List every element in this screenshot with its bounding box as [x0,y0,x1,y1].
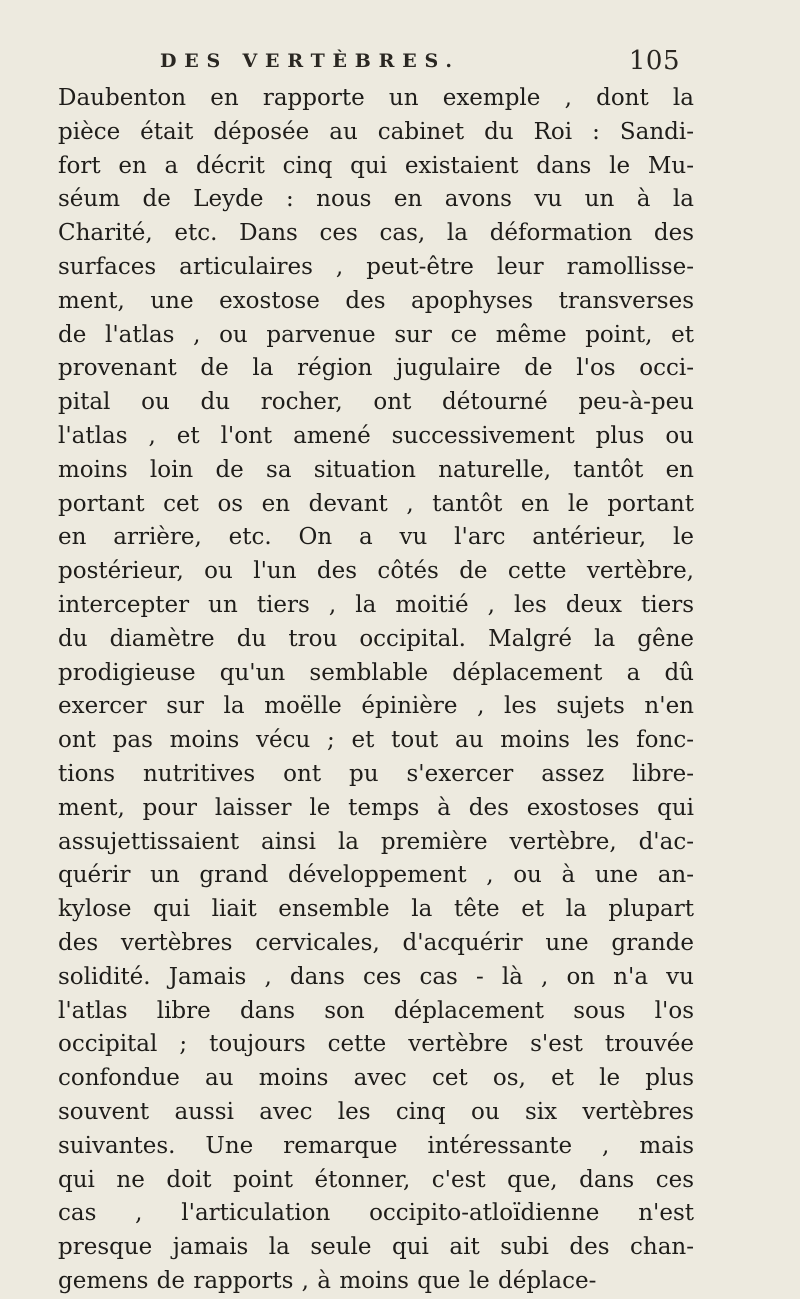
text-line: exercer sur la moëlle épinière , les sujets n'en [58,693,694,720]
text-line: en arrière, etc. On a vu l'arc antérieur, le [58,524,694,551]
body-paragraph [58,82,694,1299]
text-line: ment, pour laisser le temps à des exostoses qui [58,794,694,821]
text-line: assujettissaient ainsi la première vertèbre, d'ac- [58,828,694,855]
text-line: portant cet os en devant , tantôt en le portant [58,490,694,517]
text-line: prodigieuse qu'un semblable déplacement a dû [58,659,694,686]
text-line: occipital ; toujours cette vertèbre s'est trouvée [58,1031,694,1058]
running-title: DES VERTÈBRES. [160,50,460,72]
text-line: séum de Leyde : nous en avons vu un à la [58,186,694,213]
text-line: intercepter un tiers , la moitié , les deux tiers [58,591,694,618]
text-line: pital ou du rocher, ont détourné peu-à-peu [58,389,694,416]
text-line: des vertèbres cervicales, d'acquérir une grande [58,929,694,956]
text-line: surfaces articulaires , peut-être leur ramollisse- [58,253,694,280]
text-line: provenant de la région jugulaire de l'os occi- [58,355,694,382]
page-number: 105 [628,46,680,76]
text-line: l'atlas , et l'ont amené successivement plus ou [58,422,694,449]
text-line: postérieur, ou l'un des côtés de cette vertèbre, [58,558,694,585]
text-line: pièce était déposée au cabinet du Roi : Sandi- [58,118,694,145]
text-line: suivantes. Une remarque intéressante , mais [58,1132,694,1159]
text-line: l'atlas libre dans son déplacement sous l'os [58,997,694,1024]
text-line: moins loin de sa situation naturelle, tantôt en [58,456,694,483]
text-line: tions nutritives ont pu s'exercer assez libre- [58,760,694,787]
text-line: qui ne doit point étonner, c'est que, dans ces [58,1166,694,1193]
text-line: presque jamais la seule qui ait subi des chan- [58,1234,694,1261]
text-line: ment, une exostose des apophyses transverses [58,287,694,314]
text-line: quérir un grand développement , ou à une an- [58,862,694,889]
text-line: de l'atlas , ou parvenue sur ce même point, et [58,321,694,348]
text-line: ont pas moins vécu ; et tout au moins les fonc- [58,727,694,754]
text-line: cas , l'articulation occipito-atloïdienne n'est [58,1200,694,1227]
text-line: fort en a décrit cinq qui existaient dans le Mu- [58,152,694,179]
text-line: souvent aussi avec les cinq ou six vertèbres [58,1098,694,1125]
text-line: du diamètre du trou occipital. Malgré la gêne [58,625,694,652]
text-line: confondue au moins avec cet os, et le plus [58,1065,694,1092]
text-line: gemens de rapports , à moins que le déplace- [58,1267,597,1294]
text-line: kylose qui liait ensemble la tête et la plupart [58,896,694,923]
text-line: Daubenton en rapporte un exemple , dont la [58,85,694,111]
text-line: solidité. Jamais , dans ces cas - là , on n'a vu [58,963,694,990]
text-line: Charité, etc. Dans ces cas, la déformation des [58,220,694,247]
running-head [140,44,680,84]
